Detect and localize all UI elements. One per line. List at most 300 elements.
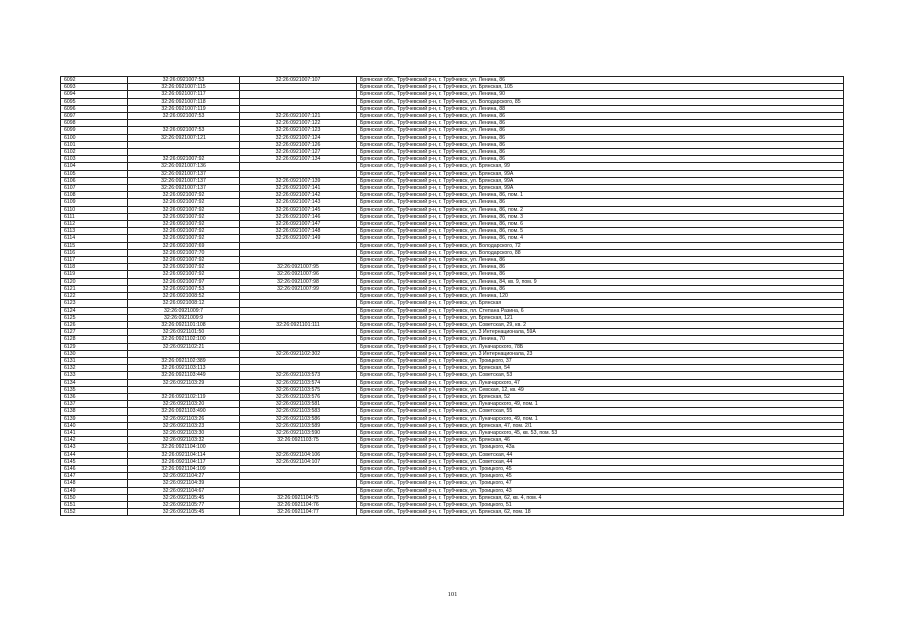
row-number-cell: 6092 (61, 77, 128, 84)
row-number-cell: 6099 (61, 127, 128, 134)
table-row (61, 113, 844, 120)
table-row (61, 177, 844, 184)
table-row (61, 494, 844, 501)
cadastral-number-cell: 32:26:0921007:98 (240, 278, 357, 285)
address-cell: Брянская обл., Трубчевский р-н, г. Трубчевск, ул. Троицкого, 45 (357, 465, 844, 472)
address-cell: Брянская обл., Трубчевский р-н, г. Трубчевск, ул. Троицкого, 43а (357, 444, 844, 451)
row-number-cell: 6142 (61, 437, 128, 444)
address-cell: Брянская обл., Трубчевский р-н, г. Трубчевск, ул. Брянская, 62, кв. 4, пом. 4 (357, 494, 844, 501)
cadastral-number-cell: 32:26:0921103:590 (240, 429, 357, 436)
parent-cadastral-number-cell (128, 149, 240, 156)
row-number-cell: 6148 (61, 480, 128, 487)
address-cell: Брянская обл., Трубчевский р-н, г. Трубчевск, ул. Ленина, 120 (357, 293, 844, 300)
table-row (61, 408, 844, 415)
row-number-cell: 6120 (61, 278, 128, 285)
row-number-cell: 6117 (61, 257, 128, 264)
cadastral-number-cell: 32:26:0921007:143 (240, 199, 357, 206)
cadastral-number-cell: 32:26:0921007:139 (240, 177, 357, 184)
register-table (60, 76, 844, 516)
row-number-cell: 6112 (61, 221, 128, 228)
address-cell: Брянская обл., Трубчевский р-н, г. Трубчевск, ул. Ленина, 86 (357, 156, 844, 163)
row-number-cell: 6102 (61, 149, 128, 156)
row-number-cell: 6152 (61, 509, 128, 516)
parent-cadastral-number-cell: 32:26:0921104:27 (128, 473, 240, 480)
address-cell: Брянская обл., Трубчевский р-н, г. Трубчевск, ул. Ленина, 70 (357, 336, 844, 343)
table-row (61, 264, 844, 271)
table-row (61, 192, 844, 199)
parent-cadastral-number-cell: 32:26:0921007:53 (128, 113, 240, 120)
row-number-cell: 6096 (61, 105, 128, 112)
table-row (61, 350, 844, 357)
cadastral-number-cell: 32:26:0921103:581 (240, 401, 357, 408)
table-body (61, 77, 844, 516)
row-number-cell: 6126 (61, 321, 128, 328)
address-cell: Брянская обл., Трубчевский р-н, г. Трубчевск, ул. Ленина, 86, пом. 1 (357, 192, 844, 199)
parent-cadastral-number-cell: 32:26:0921102:21 (128, 343, 240, 350)
row-number-cell: 6123 (61, 300, 128, 307)
row-number-cell: 6150 (61, 494, 128, 501)
parent-cadastral-number-cell (128, 350, 240, 357)
parent-cadastral-number-cell: 32:26:0921103:30 (128, 429, 240, 436)
row-number-cell: 6137 (61, 401, 128, 408)
address-cell: Брянская обл., Трубчевский р-н, г. Трубчевск, ул. Ленина, 86, пом. 5 (357, 228, 844, 235)
table-row (61, 437, 844, 444)
row-number-cell: 6136 (61, 393, 128, 400)
page-number: 101 (447, 591, 458, 598)
cadastral-number-cell: 32:26:0921102:302 (240, 350, 357, 357)
row-number-cell: 6134 (61, 379, 128, 386)
row-number-cell: 6151 (61, 501, 128, 508)
row-number-cell: 6135 (61, 386, 128, 393)
address-cell: Брянская обл., Трубчевский р-н, г. Трубчевск, ул. Луначарского, 47 (357, 379, 844, 386)
address-cell: Брянская обл., Трубчевский р-н, г. Трубчевск, ул. Ленина, 86 (357, 271, 844, 278)
table-row (61, 300, 844, 307)
table-row (61, 458, 844, 465)
parent-cadastral-number-cell: 32:26:0921007:92 (128, 199, 240, 206)
address-cell: Брянская обл., Трубчевский р-н, г. Трубчевск, ул. Ленина, 90 (357, 91, 844, 98)
address-cell: Брянская обл., Трубчевский р-н, г. Трубчевск, ул. 3 Интернационала, 23 (357, 350, 844, 357)
parent-cadastral-number-cell: 32:26:0921007:97 (128, 278, 240, 285)
table-row (61, 285, 844, 292)
cadastral-number-cell (240, 444, 357, 451)
row-number-cell: 6114 (61, 235, 128, 242)
table-row (61, 91, 844, 98)
address-cell: Брянская обл., Трубчевский р-н, г. Трубчевск, ул. Троицкого, 51 (357, 501, 844, 508)
row-number-cell: 6093 (61, 84, 128, 91)
cadastral-number-cell (240, 307, 357, 314)
row-number-cell: 6119 (61, 271, 128, 278)
row-number-cell: 6097 (61, 113, 128, 120)
table-row (61, 293, 844, 300)
address-cell: Брянская обл., Трубчевский р-н, г. Трубчевск, ул. Брянская (357, 300, 844, 307)
table-row (61, 321, 844, 328)
address-cell: Брянская обл., Трубчевский р-н, г. Трубчевск, ул. Советская, 55 (357, 408, 844, 415)
parent-cadastral-number-cell: 32:26:0921103:23 (128, 422, 240, 429)
address-cell: Брянская обл., Трубчевский р-н, г. Трубчевск, ул. Ленина, 84, кв. 9, пом. 9 (357, 278, 844, 285)
parent-cadastral-number-cell: 32:26:0921007:137 (128, 177, 240, 184)
parent-cadastral-number-cell: 32:26:0921103:29 (128, 379, 240, 386)
row-number-cell: 6140 (61, 422, 128, 429)
table-row (61, 365, 844, 372)
address-cell: Брянская обл., Трубчевский р-н, г. Трубчевск, ул. Брянская, 46 (357, 437, 844, 444)
cadastral-number-cell: 32:26:0921007:121 (240, 113, 357, 120)
address-cell: Брянская обл., Трубчевский р-н, г. Трубчевск, ул. 3 Интернационала, 59А (357, 329, 844, 336)
parent-cadastral-number-cell: 32:26:0921102:100 (128, 336, 240, 343)
table-row (61, 141, 844, 148)
address-cell: Брянская обл., Трубчевский р-н, г. Трубчевск, ул. Советская, 44 (357, 458, 844, 465)
table-row (61, 480, 844, 487)
parent-cadastral-number-cell: 32:26:0921101:50 (128, 329, 240, 336)
table-row (61, 120, 844, 127)
table-row (61, 415, 844, 422)
cadastral-number-cell (240, 300, 357, 307)
parent-cadastral-number-cell: 32:26:0921104:117 (128, 458, 240, 465)
cadastral-number-cell: 32:26:0921007:147 (240, 221, 357, 228)
parent-cadastral-number-cell: 32:26:0921009:7 (128, 307, 240, 314)
table-row (61, 343, 844, 350)
cadastral-number-cell: 32:26:0921007:148 (240, 228, 357, 235)
parent-cadastral-number-cell: 32:26:0921007:119 (128, 105, 240, 112)
address-cell: Брянская обл., Трубчевский р-н, г. Трубчевск, ул. Троицкого, 43 (357, 487, 844, 494)
table-row (61, 357, 844, 364)
table-row (61, 278, 844, 285)
address-cell: Брянская обл., Трубчевский р-н, г. Трубчевск, ул. Брянская, 52 (357, 393, 844, 400)
address-cell: Брянская обл., Трубчевский р-н, г. Трубчевск, ул. Луначарского, 45, кв. 53, пом. 53 (357, 429, 844, 436)
row-number-cell: 6105 (61, 170, 128, 177)
parent-cadastral-number-cell: 32:26:0921007:137 (128, 185, 240, 192)
address-cell: Брянская обл., Трубчевский р-н, г. Трубчевск, ул. Володарского, 88 (357, 249, 844, 256)
table-row (61, 336, 844, 343)
cadastral-number-cell: 32:26:0921103:589 (240, 422, 357, 429)
cadastral-number-cell: 32:26:0921007:126 (240, 141, 357, 148)
table-row (61, 429, 844, 436)
table-row (61, 401, 844, 408)
cadastral-number-cell (240, 343, 357, 350)
address-cell: Брянская обл., Трубчевский р-н, г. Трубчевск, ул. Брянская, 99 (357, 163, 844, 170)
table-row (61, 386, 844, 393)
address-cell: Брянская обл., Трубчевский р-н, г. Трубчевск, ул. Ленина, 86 (357, 141, 844, 148)
cadastral-number-cell: 32:26:0921104:76 (240, 501, 357, 508)
table-row (61, 372, 844, 379)
parent-cadastral-number-cell: 32:26:0921103:32 (128, 437, 240, 444)
address-cell: Брянская обл., Трубчевский р-н, г. Трубчевск, ул. Троицкого, 37 (357, 357, 844, 364)
address-cell: Брянская обл., Трубчевский р-н, г. Трубчевск, ул. Володарского, 72 (357, 242, 844, 249)
table-row (61, 163, 844, 170)
parent-cadastral-number-cell: 32:26:0921007:92 (128, 235, 240, 242)
table-row (61, 329, 844, 336)
address-cell: Брянская обл., Трубчевский р-н, г. Трубчевск, ул. Брянская, 121 (357, 314, 844, 321)
cadastral-number-cell (240, 98, 357, 105)
parent-cadastral-number-cell: 32:26:0921008:12 (128, 300, 240, 307)
row-number-cell: 6098 (61, 120, 128, 127)
row-number-cell: 6100 (61, 134, 128, 141)
cadastral-number-cell: 32:26:0921007:127 (240, 149, 357, 156)
row-number-cell: 6110 (61, 206, 128, 213)
row-number-cell: 6146 (61, 465, 128, 472)
table-row (61, 249, 844, 256)
table-row (61, 379, 844, 386)
address-cell: Брянская обл., Трубчевский р-н, г. Трубчевск, ул. Брянская, 99А (357, 177, 844, 184)
parent-cadastral-number-cell: 32:26:0921101:108 (128, 321, 240, 328)
address-cell: Брянская обл., Трубчевский р-н, г. Трубчевск, ул. Ленина, 86 (357, 285, 844, 292)
row-number-cell: 6143 (61, 444, 128, 451)
parent-cadastral-number-cell: 32:26:0921102:119 (128, 393, 240, 400)
parent-cadastral-number-cell: 32:26:0921103:490 (128, 408, 240, 415)
cadastral-number-cell: 32:26:0921103:576 (240, 393, 357, 400)
cadastral-number-cell: 32:26:0921007:122 (240, 120, 357, 127)
address-cell: Брянская обл., Трубчевский р-н, г. Трубчевск, ул. Ленина, 86 (357, 113, 844, 120)
address-cell: Брянская обл., Трубчевский р-н, г. Трубчевск, ул. Володарского, 85 (357, 98, 844, 105)
address-cell: Брянская обл., Трубчевский р-н, г. Трубчевск, ул. Брянская, 99А (357, 170, 844, 177)
row-number-cell: 6124 (61, 307, 128, 314)
table-row (61, 473, 844, 480)
cadastral-number-cell (240, 249, 357, 256)
address-cell: Брянская обл., Трубчевский р-н, г. Трубчевск, ул. Брянская, 54 (357, 365, 844, 372)
parent-cadastral-number-cell: 32:26:0921007:92 (128, 228, 240, 235)
row-number-cell: 6108 (61, 192, 128, 199)
table-row (61, 84, 844, 91)
parent-cadastral-number-cell: 32:26:0921007:53 (128, 77, 240, 84)
parent-cadastral-number-cell (128, 120, 240, 127)
parent-cadastral-number-cell: 32:26:0921007:92 (128, 206, 240, 213)
parent-cadastral-number-cell: 32:26:0921008:52 (128, 293, 240, 300)
cadastral-number-cell: 32:26:0921007:146 (240, 213, 357, 220)
address-cell: Брянская обл., Трубчевский р-н, г. Трубчевск, ул. Луначарского, 49, пом. 1 (357, 415, 844, 422)
cadastral-number-cell: 32:26:0921103:586 (240, 415, 357, 422)
address-cell: Брянская обл., Трубчевский р-н, г. Трубчевск, пл. Степана Разина, 6 (357, 307, 844, 314)
table-row (61, 422, 844, 429)
parent-cadastral-number-cell: 32:26:0921007:118 (128, 98, 240, 105)
cadastral-number-cell (240, 293, 357, 300)
parent-cadastral-number-cell: 32:26:0921104:109 (128, 465, 240, 472)
cadastral-number-cell: 32:26:0921007:95 (240, 264, 357, 271)
address-cell: Брянская обл., Трубчевский р-н, г. Трубчевск, ул. Ленина, 86, пом. 6 (357, 221, 844, 228)
table-row (61, 105, 844, 112)
row-number-cell: 6094 (61, 91, 128, 98)
table-row (61, 451, 844, 458)
cadastral-number-cell: 32:26:0921103:75 (240, 437, 357, 444)
address-cell: Брянская обл., Трубчевский р-н, г. Трубчевск, ул. Ленина, 86 (357, 77, 844, 84)
row-number-cell: 6128 (61, 336, 128, 343)
cadastral-number-cell (240, 242, 357, 249)
row-number-cell: 6131 (61, 357, 128, 364)
table-row (61, 156, 844, 163)
parent-cadastral-number-cell: 32:26:0921007:117 (128, 91, 240, 98)
parent-cadastral-number-cell: 32:26:0921007:137 (128, 170, 240, 177)
row-number-cell: 6129 (61, 343, 128, 350)
cadastral-number-cell (240, 487, 357, 494)
row-number-cell: 6115 (61, 242, 128, 249)
parent-cadastral-number-cell: 32:26:0921104:67 (128, 487, 240, 494)
parent-cadastral-number-cell: 32:26:0921007:70 (128, 249, 240, 256)
parent-cadastral-number-cell: 32:26:0921007:92 (128, 257, 240, 264)
table-row (61, 185, 844, 192)
address-cell: Брянская обл., Трубчевский р-н, г. Трубчевск, ул. Севская, 12, кв. 49 (357, 386, 844, 393)
row-number-cell: 6149 (61, 487, 128, 494)
table-row (61, 314, 844, 321)
cadastral-number-cell: 32:26:0921104:107 (240, 458, 357, 465)
cadastral-number-cell (240, 329, 357, 336)
cadastral-number-cell: 32:26:0921007:107 (240, 77, 357, 84)
table-row (61, 444, 844, 451)
parent-cadastral-number-cell: 32:26:0921104:39 (128, 480, 240, 487)
cadastral-number-cell (240, 91, 357, 98)
table-row (61, 98, 844, 105)
parent-cadastral-number-cell: 32:26:0921009:9 (128, 314, 240, 321)
address-cell: Брянская обл., Трубчевский р-н, г. Трубчевск, ул. Брянская, 47, пом. 2/1 (357, 422, 844, 429)
row-number-cell: 6103 (61, 156, 128, 163)
parent-cadastral-number-cell: 32:26:0921007:92 (128, 221, 240, 228)
cadastral-number-cell (240, 336, 357, 343)
parent-cadastral-number-cell: 32:26:0921105:45 (128, 494, 240, 501)
parent-cadastral-number-cell: 32:26:0921105:77 (128, 501, 240, 508)
table-row (61, 501, 844, 508)
parent-cadastral-number-cell: 32:26:0921007:92 (128, 213, 240, 220)
cadastral-number-cell: 32:26:0921007:96 (240, 271, 357, 278)
row-number-cell: 6125 (61, 314, 128, 321)
row-number-cell: 6132 (61, 365, 128, 372)
cadastral-number-cell (240, 480, 357, 487)
parent-cadastral-number-cell: 32:26:0921104:100 (128, 444, 240, 451)
cadastral-number-cell: 32:26:0921007:124 (240, 134, 357, 141)
cadastral-number-cell: 32:26:0921007:141 (240, 185, 357, 192)
address-cell: Брянская обл., Трубчевский р-н, г. Трубчевск, ул. Ленина, 86 (357, 199, 844, 206)
parent-cadastral-number-cell: 32:26:0921007:121 (128, 134, 240, 141)
address-cell: Брянская обл., Трубчевский р-н, г. Трубчевск, ул. Советская, 53 (357, 372, 844, 379)
cadastral-number-cell: 32:26:0921103:583 (240, 408, 357, 415)
cadastral-number-cell: 32:26:0921104:106 (240, 451, 357, 458)
address-cell: Брянская обл., Трубчевский р-н, г. Трубчевск, ул. Брянская, 99А (357, 185, 844, 192)
cadastral-number-cell: 32:26:0921104:75 (240, 494, 357, 501)
parent-cadastral-number-cell: 32:26:0921102:389 (128, 357, 240, 364)
parent-cadastral-number-cell: 32:26:0921007:92 (128, 156, 240, 163)
row-number-cell: 6101 (61, 141, 128, 148)
table-row (61, 77, 844, 84)
row-number-cell: 6127 (61, 329, 128, 336)
table-row (61, 134, 844, 141)
address-cell: Брянская обл., Трубчевский р-н, г. Трубчевск, ул. Ленина, 86, пом. 3 (357, 213, 844, 220)
row-number-cell: 6116 (61, 249, 128, 256)
parent-cadastral-number-cell: 32:26:0921105:45 (128, 509, 240, 516)
row-number-cell: 6145 (61, 458, 128, 465)
cadastral-number-cell (240, 357, 357, 364)
parent-cadastral-number-cell: 32:26:0921007:53 (128, 127, 240, 134)
row-number-cell: 6147 (61, 473, 128, 480)
row-number-cell: 6104 (61, 163, 128, 170)
table-row (61, 242, 844, 249)
parent-cadastral-number-cell: 32:26:0921007:92 (128, 264, 240, 271)
address-cell: Брянская обл., Трубчевский р-н, г. Трубчевск, ул. Брянская, 105 (357, 84, 844, 91)
table-row (61, 271, 844, 278)
cadastral-number-cell: 32:26:0921007:99 (240, 285, 357, 292)
address-cell: Брянская обл., Трубчевский р-н, г. Трубчевск, ул. Брянская, 62, пом. 18 (357, 509, 844, 516)
table-row (61, 199, 844, 206)
address-cell: Брянская обл., Трубчевский р-н, г. Трубчевск, ул. Ленина, 86 (357, 149, 844, 156)
cadastral-number-cell (240, 105, 357, 112)
cadastral-number-cell (240, 84, 357, 91)
address-cell: Брянская обл., Трубчевский р-н, г. Трубчевск, ул. Советская, 29, кв. 2 (357, 321, 844, 328)
table-row (61, 213, 844, 220)
table-row (61, 221, 844, 228)
table-row (61, 487, 844, 494)
cadastral-number-cell (240, 365, 357, 372)
row-number-cell: 6144 (61, 451, 128, 458)
row-number-cell: 6107 (61, 185, 128, 192)
address-cell: Брянская обл., Трубчевский р-н, г. Трубчевск, ул. Луначарского, 49, пом. 1 (357, 401, 844, 408)
cadastral-number-cell (240, 314, 357, 321)
parent-cadastral-number-cell: 32:26:0921103:449 (128, 372, 240, 379)
parent-cadastral-number-cell: 32:26:0921007:115 (128, 84, 240, 91)
row-number-cell: 6111 (61, 213, 128, 220)
cadastral-number-cell (240, 163, 357, 170)
table-row (61, 228, 844, 235)
address-cell: Брянская обл., Трубчевский р-н, г. Трубчевск, ул. Троицкого, 45 (357, 473, 844, 480)
parent-cadastral-number-cell: 32:26:0921007:92 (128, 271, 240, 278)
table-row (61, 509, 844, 516)
parent-cadastral-number-cell: 32:26:0921104:114 (128, 451, 240, 458)
cadastral-number-cell: 32:26:0921104:77 (240, 509, 357, 516)
row-number-cell: 6122 (61, 293, 128, 300)
parent-cadastral-number-cell: 32:26:0921103:20 (128, 401, 240, 408)
address-cell: Брянская обл., Трубчевский р-н, г. Трубчевск, ул. Ленина, 86 (357, 257, 844, 264)
row-number-cell: 6141 (61, 429, 128, 436)
cadastral-number-cell: 32:26:0921007:145 (240, 206, 357, 213)
parent-cadastral-number-cell (128, 386, 240, 393)
cadastral-number-cell (240, 465, 357, 472)
address-cell: Брянская обл., Трубчевский р-н, г. Трубчевск, ул. Ленина, 86 (357, 120, 844, 127)
address-cell: Брянская обл., Трубчевский р-н, г. Трубчевск, ул. Ленина, 88 (357, 105, 844, 112)
address-cell: Брянская обл., Трубчевский р-н, г. Трубчевск, ул. Ленина, 86, пом. 4 (357, 235, 844, 242)
row-number-cell: 6138 (61, 408, 128, 415)
parent-cadastral-number-cell: 32:26:0921007:69 (128, 242, 240, 249)
table-row (61, 307, 844, 314)
cadastral-number-cell: 32:26:0921007:142 (240, 192, 357, 199)
row-number-cell: 6113 (61, 228, 128, 235)
cadastral-number-cell: 32:26:0921101:111 (240, 321, 357, 328)
table-row (61, 393, 844, 400)
cadastral-number-cell: 32:26:0921007:149 (240, 235, 357, 242)
table-row (61, 235, 844, 242)
address-cell: Брянская обл., Трубчевский р-н, г. Трубчевск, ул. Ленина, 86 (357, 134, 844, 141)
cadastral-number-cell: 32:26:0921103:575 (240, 386, 357, 393)
parent-cadastral-number-cell: 32:26:0921007:92 (128, 192, 240, 199)
table-row (61, 465, 844, 472)
row-number-cell: 6139 (61, 415, 128, 422)
row-number-cell: 6121 (61, 285, 128, 292)
table-row (61, 127, 844, 134)
row-number-cell: 6133 (61, 372, 128, 379)
address-cell: Брянская обл., Трубчевский р-н, г. Трубчевск, ул. Троицкого, 47 (357, 480, 844, 487)
cadastral-number-cell: 32:26:0921103:573 (240, 372, 357, 379)
parent-cadastral-number-cell: 32:26:0921007:53 (128, 285, 240, 292)
row-number-cell: 6106 (61, 177, 128, 184)
address-cell: Брянская обл., Трубчевский р-н, г. Трубчевск, ул. Советская, 44 (357, 451, 844, 458)
row-number-cell: 6109 (61, 199, 128, 206)
parent-cadastral-number-cell (128, 141, 240, 148)
cadastral-number-cell: 32:26:0921103:574 (240, 379, 357, 386)
table-row (61, 206, 844, 213)
parent-cadastral-number-cell: 32:26:0921103:26 (128, 415, 240, 422)
address-cell: Брянская обл., Трубчевский р-н, г. Трубчевск, ул. Ленина, 86 (357, 127, 844, 134)
cadastral-number-cell: 32:26:0921007:123 (240, 127, 357, 134)
parent-cadastral-number-cell: 32:26:0921007:136 (128, 163, 240, 170)
table-row (61, 257, 844, 264)
table-row (61, 149, 844, 156)
cadastral-number-cell (240, 257, 357, 264)
parent-cadastral-number-cell: 32:26:0921103:113 (128, 365, 240, 372)
row-number-cell: 6095 (61, 98, 128, 105)
address-cell: Брянская обл., Трубчевский р-н, г. Трубчевск, ул. Ленина, 86, пом. 2 (357, 206, 844, 213)
